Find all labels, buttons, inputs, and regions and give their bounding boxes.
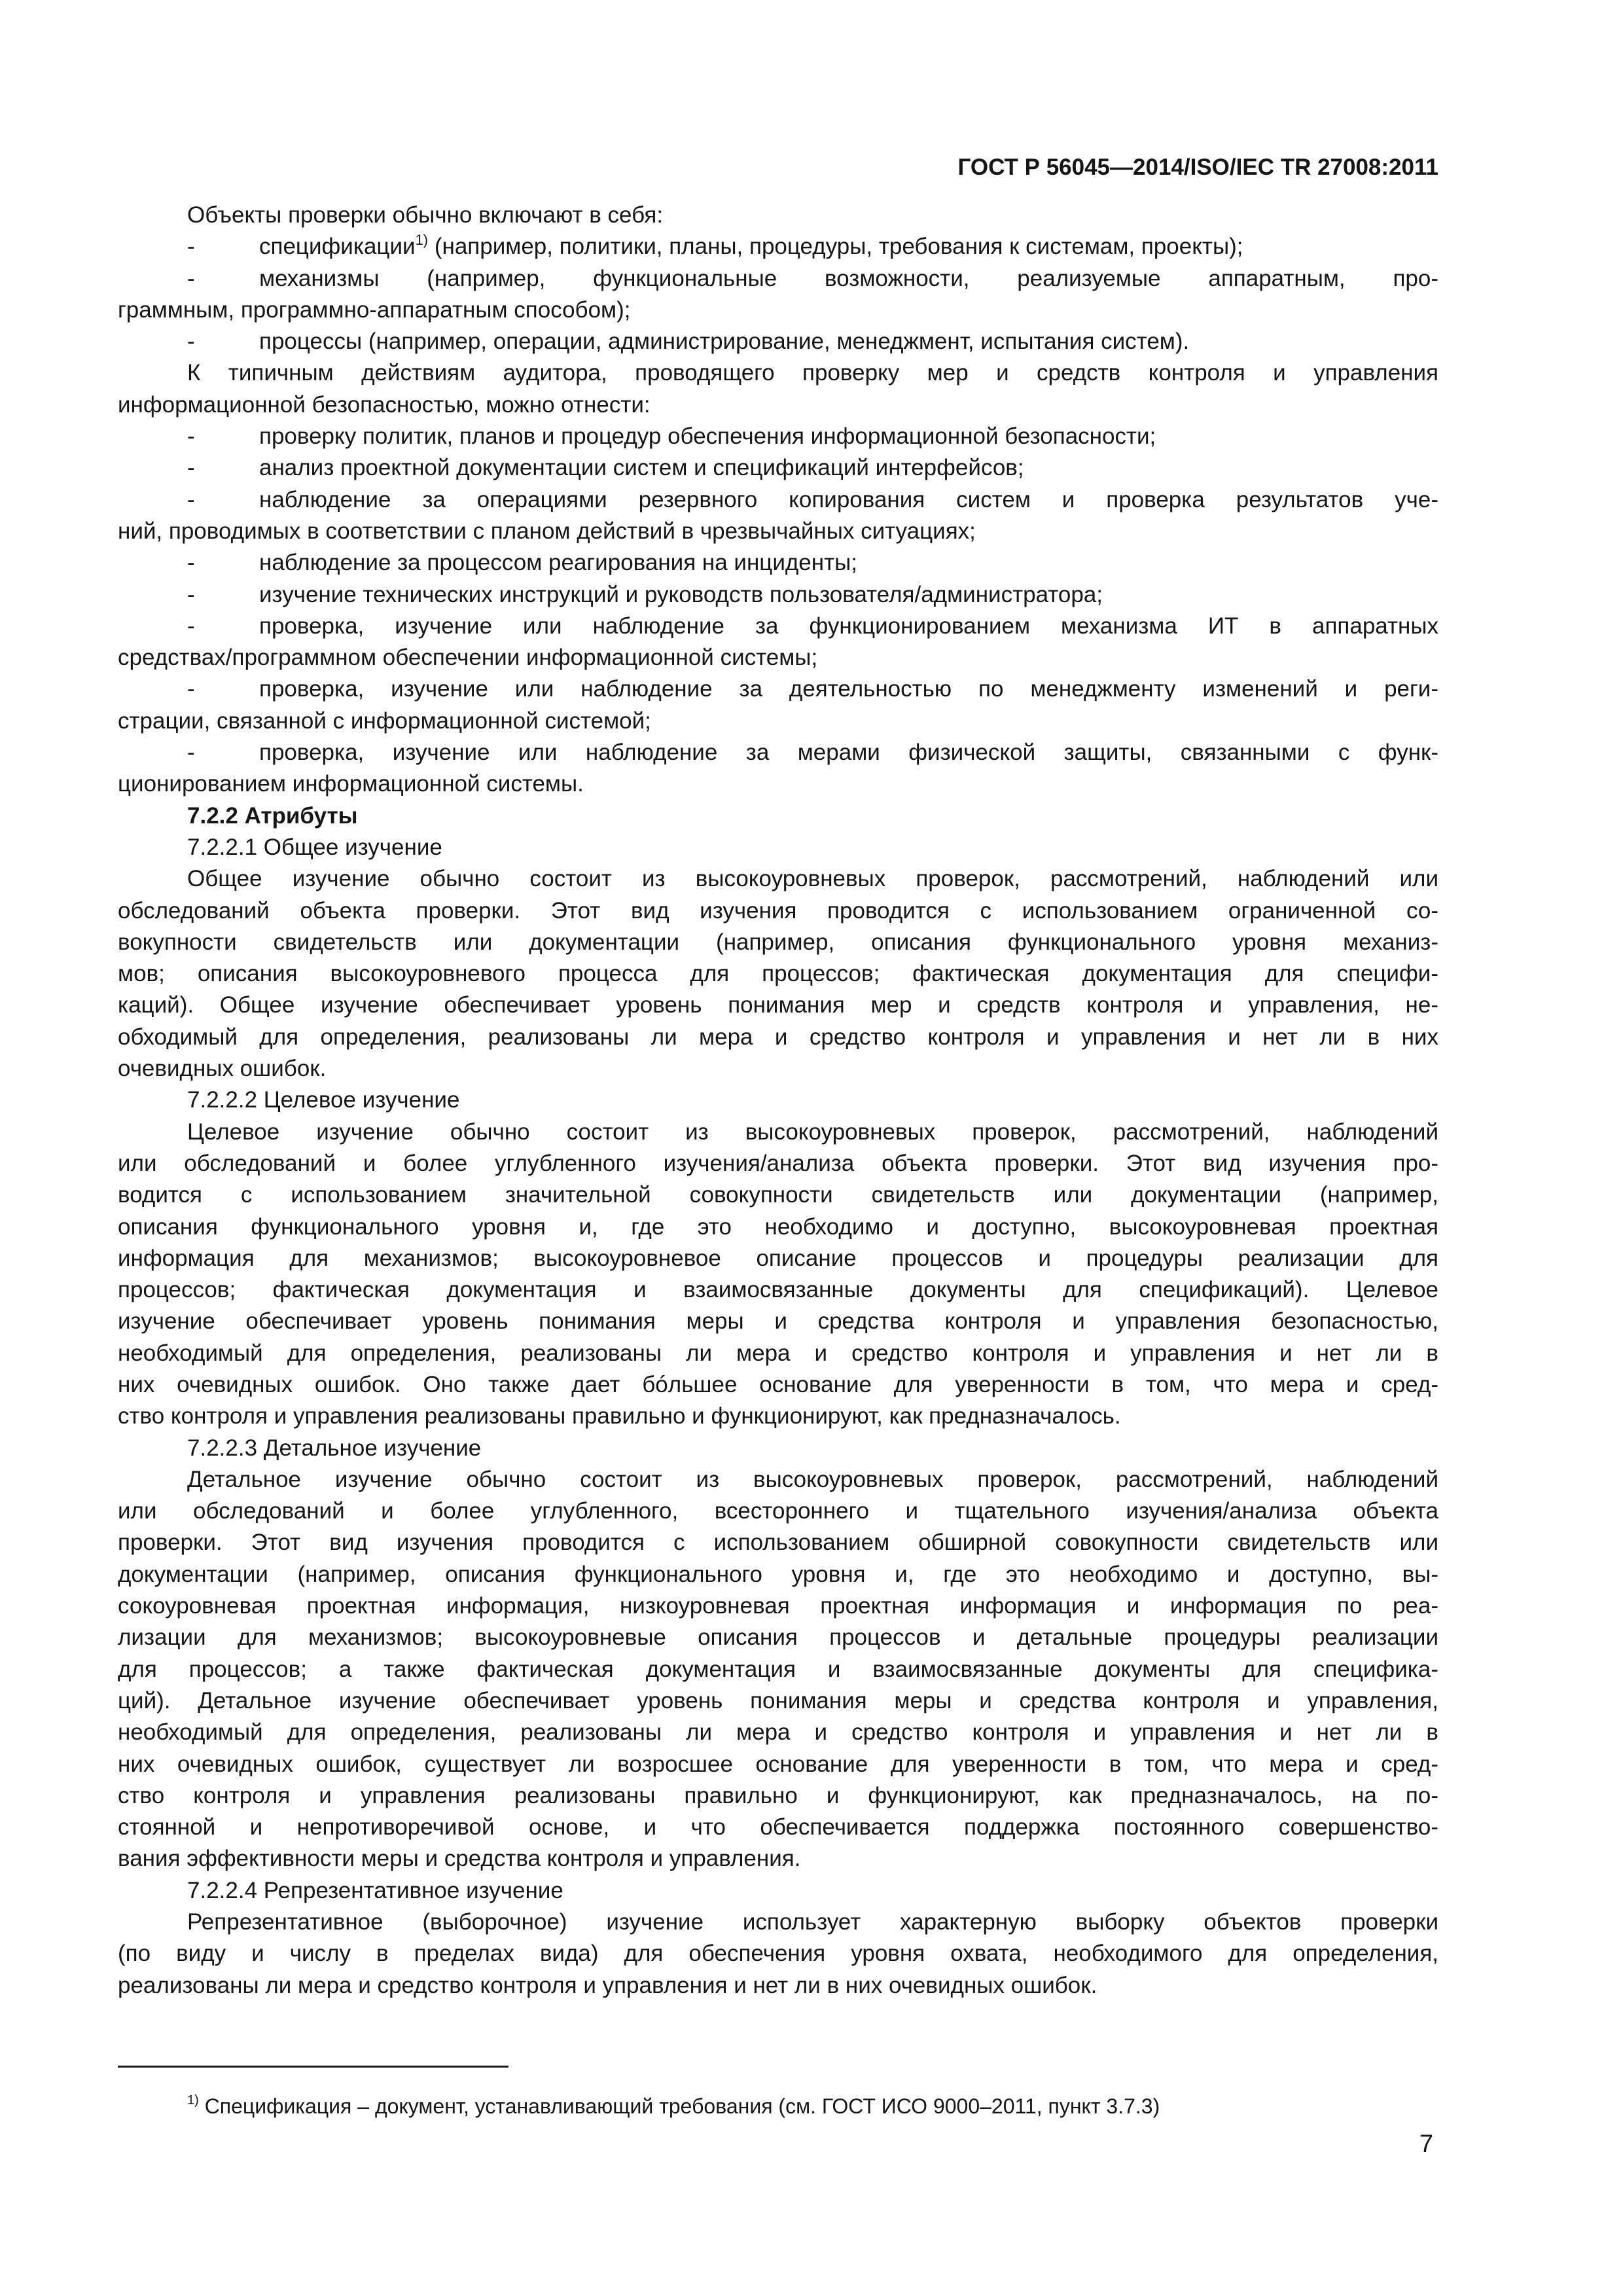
line-text: лизации для механизмов; высокоуровневые описания процессов и детальные процедуры реализации [118,1624,1438,1651]
list-item-line [118,611,1438,642]
list-dash: - [187,740,195,766]
line-text: проверки. Этот вид изучения проводится с использованием обширной совокупности свидетельств или [118,1530,1438,1556]
line-text: средствах/программном обеспечении информационной системы; [118,645,818,671]
text-line [118,1085,1438,1116]
line-text: вания эффективности меры и средства контроля и управления. [118,1846,801,1872]
footnote-marker: 1) [187,2093,199,2108]
list-dash: - [187,265,195,291]
line-text: 7.2.2.2 Целевое изучение [187,1087,460,1113]
line-text: необходимый для определения, реализованы ли мера и средство контроля и управления и нет ли в [118,1719,1438,1746]
list-item-line [118,452,1438,484]
line-text: них очевидных ошибок. Оно также дает бóльшее основание для уверенности в том, что мера и сред- [118,1371,1438,1397]
list-item-line [118,326,1438,357]
line-text: информационной безопасностью, можно отнести: [118,391,651,418]
text-line [118,958,1438,990]
text-line [118,1401,1438,1432]
body-text [118,200,1438,2001]
text-line [118,895,1438,927]
text-line [118,200,1438,231]
line-text: документации (например, описания функционального уровня и, где это необходимо и доступно, вы- [118,1561,1438,1587]
list-dash: - [187,486,195,512]
text-line [118,1496,1438,1527]
line-text: процессы (например, операции, администрирование, менеджмент, испытания систем). [259,329,1190,355]
list-item-line [118,673,1438,705]
text-line [118,642,1438,673]
text-line [118,1590,1438,1622]
text-line [118,1843,1438,1874]
text-line [118,1780,1438,1812]
line-text: или обследований и более углубленного, всестороннего и тщательного изучения/анализа объекта [118,1498,1438,1524]
line-text: Целевое изучение обычно состоит из высокоуровневых проверок, рассмотрений, наблюдений [187,1119,1438,1145]
line-text: них очевидных ошибок, существует ли возросшее основание для уверенности в том, что мера и сред- [118,1751,1438,1777]
line-text: или обследований и более углубленного изучения/анализа объекта проверки. Этот вид изучения про- [118,1150,1438,1176]
list-item-line [118,547,1438,579]
line-text: вокупности свидетельств или документации (например, описания функционального уровня механиз- [118,929,1438,955]
line-text: наблюдение за процессом реагирования на инциденты; [259,550,857,576]
line-text: анализ проектной документации систем и спецификаций интерфейсов; [259,455,1024,481]
line-text: очевидных ошибок. [118,1056,327,1082]
list-dash: - [187,455,195,481]
line-text: проверка, изучение или наблюдение за функционированием механизма ИТ в аппаратных [259,613,1438,639]
text-line [118,1179,1438,1211]
line-text: для процессов; а также фактическая документация и взаимосвязанные документы для специфика- [118,1656,1438,1682]
text-line [118,295,1438,326]
line-text: Детальное изучение обычно состоит из высокоуровневых проверок, рассмотрений, наблюдений [187,1466,1438,1492]
text-line [118,1053,1438,1085]
text-line [118,832,1438,863]
text-line [118,1717,1438,1748]
line-text: обследований объекта проверки. Этот вид изучения проводится с использованием ограниченной со- [118,897,1438,924]
line-text: механизмы (например, функциональные возможности, реализуемые аппаратным, про- [259,265,1438,291]
line-text: реализованы ли мера и средство контроля и управления и нет ли в них очевидных ошибок. [118,1972,1097,1998]
line-text: описания функционального уровня и, где это необходимо и доступно, высокоуровневая проектная [118,1213,1438,1240]
line-text: информация для механизмов; высокоуровневое описание процессов и процедуры реализации для [118,1245,1438,1271]
text-line [118,1243,1438,1274]
text-line [118,1464,1438,1496]
list-item-line [118,484,1438,516]
line-text: ство контроля и управления реализованы правильно и функционируют, как предназначалось. [118,1403,1121,1429]
footnote-text: Спецификация – документ, устанавливающий требования (см. ГОСТ ИСО 9000–2011, пункт 3.7.3) [198,2094,1160,2118]
text-line [118,1907,1438,1938]
text-line [118,1559,1438,1590]
line-text: (по виду и числу в пределах вида) для обеспечения уровня охвата, необходимого для определения, [118,1941,1438,1967]
line-text: Объекты проверки обычно включают в себя: [187,202,664,228]
line-text: спецификации [259,234,416,260]
line-text: обходимый для определения, реализованы ли мера и средство контроля и управления и нет ли в них [118,1024,1438,1050]
text-line [118,1022,1438,1053]
text-line [118,1749,1438,1780]
list-dash: - [187,676,195,702]
section-heading [118,800,1438,832]
line-text: проверку политик, планов и процедур обеспечения информационной безопасности; [259,423,1156,450]
list-item-line [118,579,1438,611]
list-dash: - [187,550,195,576]
text-line [118,1274,1438,1306]
text-line [118,1369,1438,1401]
text-line [118,1622,1438,1653]
text-line [118,357,1438,389]
footnote-divider [118,2066,508,2068]
list-dash: - [187,423,195,450]
text-line [118,1148,1438,1179]
text-line [118,990,1438,1021]
list-dash: - [187,581,195,607]
line-text: 7.2.2.1 Общее изучение [187,834,442,860]
text-line [118,1433,1438,1464]
line-text: ций). Детальное изучение обеспечивает уровень понимания меры и средства контроля и управления, [118,1687,1438,1713]
line-text: стоянной и непротиворечивой основе, и что обеспечивается поддержка постоянного совершенство- [118,1814,1438,1840]
footnote-reference: 1) [415,231,429,248]
list-item-line [118,263,1438,295]
line-text: К типичным действиям аудитора, проводящего проверку мер и средств контроля и управления [187,360,1438,386]
line-text: 7.2.2 Атрибуты [187,802,358,829]
line-text: ционированием информационной системы. [118,771,584,797]
text-line [118,927,1438,958]
list-item-line [118,231,1438,262]
text-line [118,1527,1438,1558]
line-text: каций). Общее изучение обеспечивает уровень понимания мер и средств контроля и управления, не- [118,992,1438,1018]
line-text: ний, проводимых в соответствии с планом действий в чрезвычайных ситуациях; [118,518,976,544]
line-text: наблюдение за операциями резервного копирования систем и проверка результатов уче- [259,486,1438,512]
text-line [118,768,1438,800]
text-line [118,706,1438,737]
line-text: проверка, изучение или наблюдение за мерами физической защиты, связанными с функ- [259,740,1438,766]
footnote [187,2092,1431,2121]
text-line [118,1938,1438,1969]
line-text: Репрезентативное (выборочное) изучение использует характерную выборку объектов проверки [187,1909,1438,1935]
line-text: водится с использованием значительной совокупности свидетельств или документации (например, [118,1182,1438,1208]
text-line [118,1338,1438,1369]
line-text: граммным, программно-аппаратным способом); [118,296,631,323]
text-line [118,1685,1438,1717]
list-dash: - [187,234,195,260]
text-line [118,1875,1438,1907]
line-text: изучение технических инструкций и руководств пользователя/администратора; [259,581,1103,607]
text-line [118,1211,1438,1243]
line-text: процессов; фактическая документация и взаимосвязанные документы для спецификаций). Целевое [118,1277,1438,1303]
text-line [118,516,1438,547]
list-item-line [118,737,1438,768]
list-dash: - [187,329,195,355]
text-line [118,1812,1438,1843]
list-dash: - [187,613,195,639]
text-line [118,1970,1438,2001]
line-text-continued: (например, политики, планы, процедуры, требования к системам, проекты); [428,234,1243,260]
document-header: ГОСТ Р 56045—2014/ISO/IEC TR 27008:2011 [957,154,1438,180]
line-text: мов; описания высокоуровневого процесса для процессов; фактическая документация для специфи- [118,961,1438,987]
line-text: сокоуровневая проектная информация, низкоуровневая проектная информация и информация по реа- [118,1593,1438,1619]
text-line [118,1117,1438,1148]
line-text: 7.2.2.3 Детальное изучение [187,1435,482,1461]
line-text: необходимый для определения, реализованы ли мера и средство контроля и управления и нет ли в [118,1340,1438,1366]
list-item-line [118,421,1438,452]
line-text: ство контроля и управления реализованы правильно и функционируют, как предназначалось, на по- [118,1782,1438,1808]
text-line [118,1654,1438,1685]
line-text: изучение обеспечивает уровень понимания меры и средства контроля и управления безопасностью, [118,1308,1438,1335]
line-text: проверка, изучение или наблюдение за деятельностью по менеджменту изменений и реги- [259,676,1438,702]
line-text: 7.2.2.4 Репрезентативное изучение [187,1877,563,1903]
text-line [118,1306,1438,1337]
line-text: Общее изучение обычно состоит из высокоуровневых проверок, рассмотрений, наблюдений или [187,866,1438,892]
text-line [118,389,1438,421]
text-line [118,863,1438,895]
line-text: страции, связанной с информационной системой; [118,708,651,734]
page-number: 7 [1419,2130,1433,2158]
